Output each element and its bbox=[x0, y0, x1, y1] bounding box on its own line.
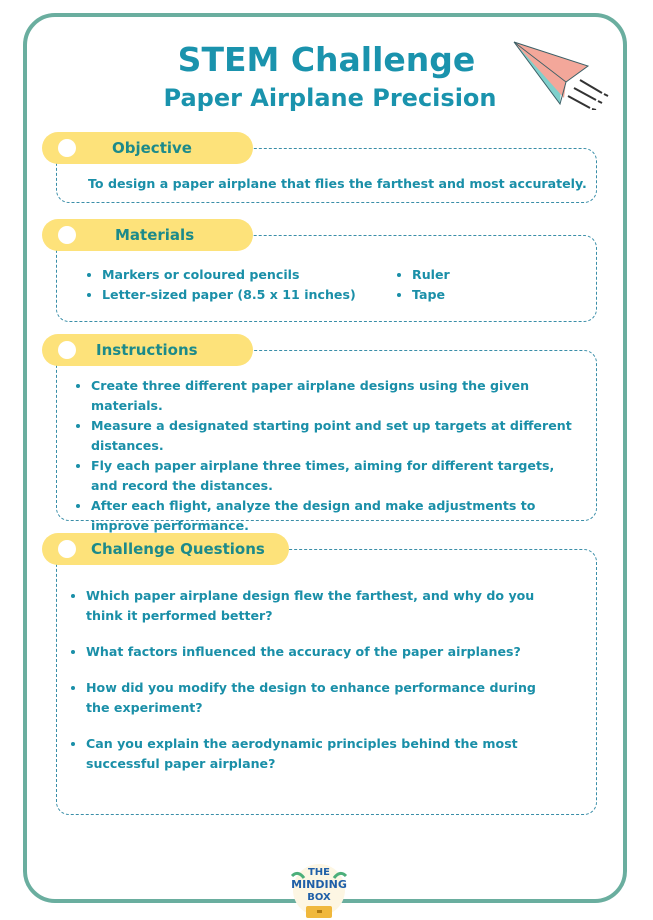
minding-box-logo bbox=[284, 862, 354, 920]
page-title: STEM Challenge bbox=[177, 40, 476, 79]
questions-header bbox=[42, 533, 289, 565]
bullet-circle-icon bbox=[58, 341, 76, 359]
list-item: How did you modify the design to enhance performance during the experiment? bbox=[70, 678, 560, 718]
materials-list-left bbox=[86, 265, 386, 305]
list-item: Can you explain the aerodynamic principles behind the most successful paper airplane? bbox=[70, 734, 560, 774]
questions-label: Challenge Questions bbox=[91, 540, 265, 558]
bullet-circle-icon bbox=[58, 540, 76, 558]
list-item: Markers or coloured pencils bbox=[86, 265, 386, 285]
objective-header bbox=[42, 132, 253, 164]
logo-text-the: THE bbox=[307, 867, 331, 878]
objective-text: To design a paper airplane that flies the farthest and most accurately. bbox=[88, 176, 587, 191]
materials-list-right bbox=[396, 265, 546, 305]
instructions-label: Instructions bbox=[96, 341, 198, 359]
instructions-header bbox=[42, 334, 253, 366]
list-item: Create three different paper airplane designs using the given materials. bbox=[75, 376, 575, 416]
list-item: Measure a designated starting point and set up targets at different distances. bbox=[75, 416, 575, 456]
list-item: What factors influenced the accuracy of the paper airplanes? bbox=[70, 642, 560, 662]
materials-label: Materials bbox=[115, 226, 195, 244]
logo-text-box: BOX bbox=[307, 892, 331, 903]
page-subtitle: Paper Airplane Precision bbox=[163, 84, 497, 112]
objective-label: Objective bbox=[112, 139, 192, 157]
list-item: Tape bbox=[396, 285, 546, 305]
bullet-circle-icon bbox=[58, 139, 76, 157]
list-item: Which paper airplane design flew the farthest, and why do you think it performed better? bbox=[70, 586, 560, 626]
bullet-circle-icon bbox=[58, 226, 76, 244]
list-item: After each flight, analyze the design and make adjustments to improve performance. bbox=[75, 496, 575, 536]
instructions-list bbox=[75, 376, 575, 536]
list-item: Ruler bbox=[396, 265, 546, 285]
questions-list bbox=[70, 586, 560, 774]
list-item: Fly each paper airplane three times, aiming for different targets, and record the distances. bbox=[75, 456, 575, 496]
paper-airplane-icon bbox=[510, 38, 615, 110]
materials-header bbox=[42, 219, 253, 251]
list-item: Letter-sized paper (8.5 x 11 inches) bbox=[86, 285, 386, 305]
logo-text-minding: MINDING bbox=[291, 878, 347, 891]
